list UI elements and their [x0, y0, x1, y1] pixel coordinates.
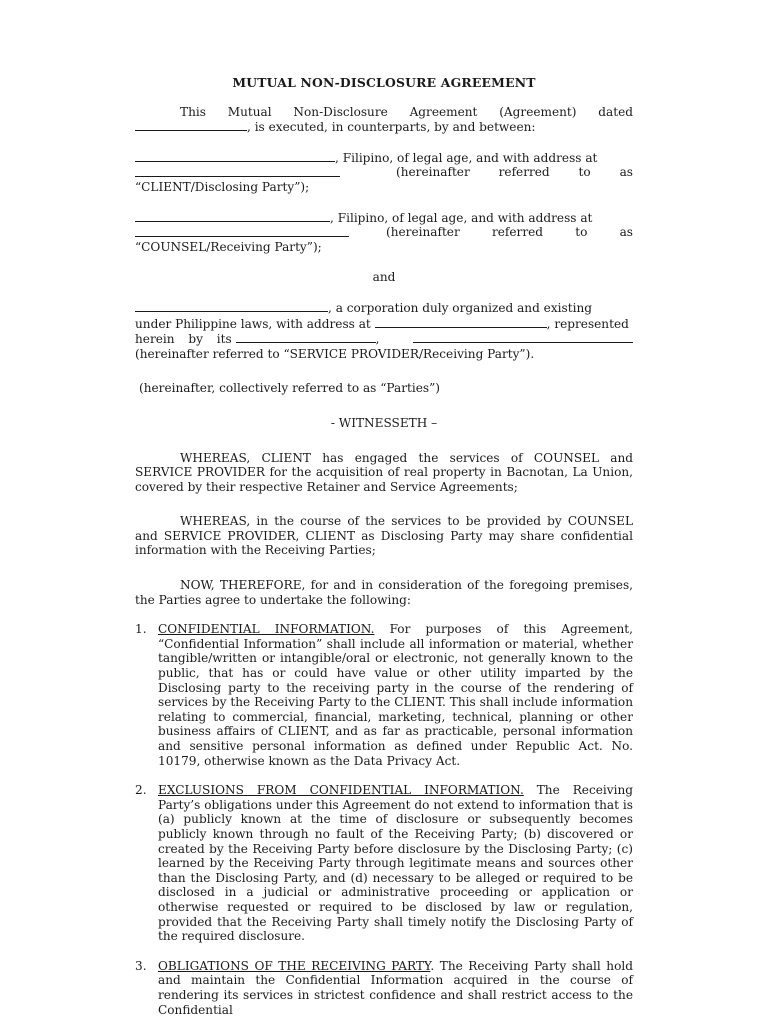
client-name-blank[interactable] [135, 150, 335, 162]
section-heading: CONFIDENTIAL INFORMATION. [158, 622, 375, 637]
section-heading: OBLIGATIONS OF THE RECEIVING PARTY [158, 958, 431, 973]
party-text: (hereinafter referred to as [396, 165, 633, 180]
intro-text-end: , is executed, in counterparts, by and between: [247, 120, 536, 135]
and-connector: and [372, 270, 396, 285]
party-designation: “CLIENT/Disclosing Party”); [135, 179, 310, 194]
party-counsel [135, 210, 633, 255]
section-number: 1. [135, 622, 147, 637]
party-text: , represented [546, 316, 629, 331]
intro-paragraph [135, 105, 633, 135]
provider-address-blank[interactable] [375, 316, 547, 328]
client-address-blank[interactable] [135, 165, 340, 177]
party-line [135, 331, 633, 347]
collective-reference: (hereinafter, collectively referred to as “Parties”) [139, 381, 440, 396]
party-text: , Filipino, of legal age, and with address at [335, 150, 598, 165]
party-service-provider [135, 300, 633, 361]
document-title: MUTUAL NON-DISCLOSURE AGREEMENT [232, 75, 536, 90]
section-text [158, 622, 633, 768]
whereas-paragraph-2: WHEREAS, in the course of the services to be provided by COUNSEL and SERVICE PROVIDER, CLIENT as Disclosing Party may share confidential information with the Receiving Parties; [135, 514, 633, 558]
party-designation: (hereinafter referred to “SERVICE PROVIDER/Receiving Party”). [135, 346, 535, 361]
party-text: , a corporation duly organized and existing [328, 300, 592, 315]
section-body: For purposes of this Agreement, “Confidential Information” shall include all information or material, whether tangible/written or intangible/oral or electronic, not generally known to the public, that has or could have value or other utility imparted by the Disclosing party to the receiving party in the course of the rendering of services by the Receiving Party to the CLIENT. This shall include information relating to commercial, financial, marketing, technical, planning or other business affairs of CLIENT, and as far as practicable, personal information and sensitive personal information as defined under Republic Act. No. 10179, otherwise known as the Data Privacy Act. [158, 622, 633, 768]
counsel-address-blank[interactable] [135, 225, 349, 237]
counsel-name-blank[interactable] [135, 210, 330, 222]
party-text: , Filipino, of legal age, and with address at [330, 210, 593, 225]
party-designation: “COUNSEL/Receiving Party”); [135, 239, 322, 254]
provider-name-blank[interactable] [135, 300, 328, 312]
date-blank[interactable] [135, 119, 247, 131]
section-text [158, 959, 633, 1017]
section-text [158, 783, 633, 944]
section-item [135, 622, 633, 768]
witnesseth-heading: - WITNESSETH – [330, 415, 438, 430]
party-text: (hereinafter referred to as [386, 225, 633, 240]
section-body: The Receiving Party’s obligations under this Agreement do not extend to information that is (a) publicly known at the time of disclosure or subsequently becomes publicly known through no fault of the Receiving Party; (b) discovered or created by the Receiving Party before disclosure by the Disclosing Party; (c) learned by the Receiving Party through legitimate means and sources other than the Disclosing Party, and (d) necessary to be alleged or required to be disclosed in a judicial or administrative proceeding or application or otherwise requested or required to be disclosed by law or regulation, provided that the Receiving Party shall timely notify the Disclosing Party of the required disclosure. [158, 783, 633, 944]
representative-name-blank[interactable] [413, 331, 633, 343]
party-text: herein by its [135, 332, 232, 347]
section-item [135, 959, 633, 1017]
section-heading: EXCLUSIONS FROM CONFIDENTIAL INFORMATION. [158, 783, 524, 798]
section-number: 3. [135, 958, 147, 973]
intro-text: This Mutual Non-Disclosure Agreement (Agreement) dated [180, 104, 633, 119]
party-line [135, 165, 633, 180]
party-text: under Philippine laws, with address at [135, 316, 371, 331]
party-line [135, 225, 633, 240]
section-number: 2. [135, 783, 147, 798]
now-therefore-paragraph: NOW, THEREFORE, for and in consideration of the foregoing premises, the Parties agree to undertake the following: [135, 578, 633, 607]
sections-list [135, 622, 633, 1017]
party-client [135, 150, 633, 195]
section-body: . The Receiving Party shall hold and maintain the Confidential Information acquired in the course of rendering its services in strictest confidence and shall restrict access to the Confidential [158, 958, 633, 1017]
section-item [135, 783, 633, 944]
representative-title-blank[interactable] [236, 331, 376, 343]
party-text: , [375, 332, 380, 347]
whereas-paragraph-1: WHEREAS, CLIENT has engaged the services of COUNSEL and SERVICE PROVIDER for the acquisition of real property in Bacnotan, La Union, covered by their respective Retainer and Service Agreements; [135, 450, 633, 494]
